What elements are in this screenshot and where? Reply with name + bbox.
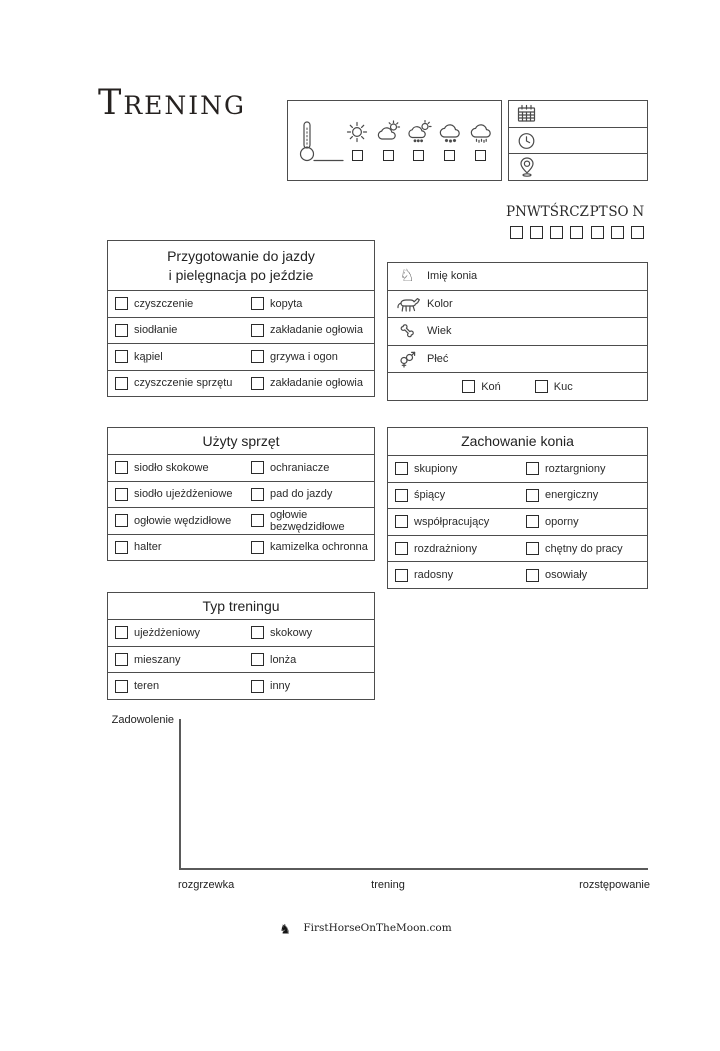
behavior-row-1: skupiony roztargniony: [388, 456, 647, 482]
training-skokowy-checkbox[interactable]: [251, 626, 264, 639]
thermometer-icon: [296, 119, 344, 167]
horse-sex-field[interactable]: Płeć: [388, 345, 647, 373]
brand-text: FirstHorseOnTheMoon.com: [303, 922, 452, 934]
prep-row-4: czyszczenie sprzętu zakładanie ogłowia: [108, 370, 374, 397]
sun-cloud-icon: [375, 119, 401, 145]
sun-rain-icon: [406, 119, 432, 145]
prep-zakladanie-oglowia-2-checkbox[interactable]: [251, 377, 264, 390]
equip-siodlo-skokowe-checkbox[interactable]: [115, 461, 128, 474]
preparation-box: [107, 240, 375, 397]
location-pin-icon: [516, 156, 538, 178]
weekday-label-wt: WT: [526, 204, 550, 220]
weekday-label-sr: ŚR: [549, 204, 570, 220]
location-field[interactable]: [509, 153, 647, 180]
weekday-label-pt: PT: [589, 204, 608, 220]
session-info-box: [508, 100, 648, 181]
weekday-pt-checkbox[interactable]: [591, 226, 604, 239]
equipment-title: Użyty sprzęt: [108, 428, 374, 455]
behavior-rozdrazniony-checkbox[interactable]: [395, 542, 408, 555]
footer: [0, 913, 720, 943]
weekday-so-checkbox[interactable]: [611, 226, 624, 239]
weather-options: [342, 113, 496, 174]
training-row-1: ujeżdżeniowy skokowy: [108, 620, 374, 646]
weekday-label-pn: PN: [506, 204, 527, 220]
sun-icon: [344, 119, 370, 145]
bone-icon: [394, 323, 420, 339]
equip-ochraniacze-checkbox[interactable]: [251, 461, 264, 474]
horse-color-field[interactable]: Kolor: [388, 290, 647, 318]
training-mieszany-checkbox[interactable]: [115, 653, 128, 666]
behavior-row-3: współpracujący oporny: [388, 508, 647, 535]
equip-row-4: halter kamizelka ochronna: [108, 534, 374, 561]
prep-czyszczenie-checkbox[interactable]: [115, 297, 128, 310]
weather-option-rain: [465, 113, 496, 174]
svg-text:♞: ♞: [279, 922, 292, 938]
horse-icon: [394, 295, 420, 313]
equip-pad-checkbox[interactable]: [251, 488, 264, 501]
horse-kuc-checkbox[interactable]: [535, 380, 548, 393]
weather-option-snow: [434, 113, 465, 174]
behavior-row-5: radosny osowiały: [388, 561, 647, 588]
weekday-labels: [506, 204, 648, 220]
horse-info-box: [387, 262, 648, 401]
gender-icon: [394, 350, 420, 368]
weather-sunny-checkbox[interactable]: [352, 150, 363, 161]
chart-tick-rozstepowanie: rozstępowanie: [579, 879, 650, 891]
weekday-checkboxes: [506, 226, 648, 239]
weekday-pn-checkbox[interactable]: [510, 226, 523, 239]
horse-head-icon: ♘: [399, 265, 415, 286]
weekday-sr-checkbox[interactable]: [550, 226, 563, 239]
prep-zakladanie-oglowia-checkbox[interactable]: [251, 324, 264, 337]
equip-oglowie-wedzidlowe-checkbox[interactable]: [115, 514, 128, 527]
training-inny-checkbox[interactable]: [251, 680, 264, 693]
crescent-moon-horse-logo: [268, 913, 298, 943]
weather-sun-rain-checkbox[interactable]: [413, 150, 424, 161]
chart-x-axis: [179, 868, 648, 870]
weekday-wt-checkbox[interactable]: [530, 226, 543, 239]
horse-kon-checkbox[interactable]: [462, 380, 475, 393]
behavior-box: [387, 427, 648, 589]
behavior-wspolpracujacy-checkbox[interactable]: [395, 515, 408, 528]
weekday-label-n: N: [632, 204, 645, 220]
training-row-3: teren inny: [108, 672, 374, 699]
horse-name-field[interactable]: ♘ Imię konia: [388, 263, 647, 290]
weather-snow-checkbox[interactable]: [444, 150, 455, 161]
weather-option-partly-cloudy: [373, 113, 404, 174]
snow-cloud-icon: [437, 119, 463, 145]
training-type-title: Typ treningu: [108, 593, 374, 620]
rain-cloud-icon: [468, 119, 494, 145]
prep-siodlanie-checkbox[interactable]: [115, 324, 128, 337]
date-field[interactable]: [509, 101, 647, 127]
behavior-oporny-checkbox[interactable]: [526, 515, 539, 528]
equip-row-2: siodło ujeżdżeniowe pad do jazdy: [108, 481, 374, 508]
behavior-title: Zachowanie konia: [388, 428, 647, 456]
prep-row-3: kąpiel grzywa i ogon: [108, 343, 374, 370]
prep-kopyta-checkbox[interactable]: [251, 297, 264, 310]
equipment-box: [107, 427, 375, 561]
prep-grzywa-checkbox[interactable]: [251, 350, 264, 363]
weather-option-sunny: [342, 113, 373, 174]
weather-box: [287, 100, 502, 181]
chart-y-axis: [179, 719, 181, 870]
behavior-row-2: śpiący energiczny: [388, 482, 647, 509]
behavior-roztargniony-checkbox[interactable]: [526, 462, 539, 475]
behavior-osowialy-checkbox[interactable]: [526, 569, 539, 582]
equip-row-3: ogłowie wędzidłowe ogłowie bezwędzidłowe: [108, 507, 374, 534]
prep-czyszczenie-sprzetu-checkbox[interactable]: [115, 377, 128, 390]
training-teren-checkbox[interactable]: [115, 680, 128, 693]
equip-oglowie-bezwedzidlowe-checkbox[interactable]: [251, 514, 264, 527]
prep-row-2: siodłanie zakładanie ogłowia: [108, 317, 374, 344]
weekday-label-cz: CZ: [569, 204, 589, 220]
equip-row-1: siodło skokowe ochraniacze: [108, 455, 374, 481]
behavior-row-4: rozdrażniony chętny do pracy: [388, 535, 647, 562]
weather-rain-checkbox[interactable]: [475, 150, 486, 161]
behavior-skupiony-checkbox[interactable]: [395, 462, 408, 475]
preparation-title: Przygotowanie do jazdy i pielęgnacja po jeździe: [108, 241, 374, 291]
chart-tick-rozgrzewka: rozgrzewka: [178, 879, 235, 891]
clock-icon: [516, 131, 538, 151]
training-type-box: [107, 592, 375, 700]
time-field[interactable]: [509, 127, 647, 154]
behavior-radosny-checkbox[interactable]: [395, 569, 408, 582]
equip-kamizelka-checkbox[interactable]: [251, 541, 264, 554]
horse-age-field[interactable]: Wiek: [388, 317, 647, 345]
training-ujezdzeniowy-checkbox[interactable]: [115, 626, 128, 639]
prep-kapiel-checkbox[interactable]: [115, 350, 128, 363]
weather-partly-cloudy-checkbox[interactable]: [383, 150, 394, 161]
horse-type-row: Koń Kuc: [388, 372, 647, 400]
weekday-n-checkbox[interactable]: [631, 226, 644, 239]
calendar-icon: [516, 104, 538, 124]
chart-y-axis-label: Zadowolenie: [111, 714, 174, 726]
behavior-spiacy-checkbox[interactable]: [395, 489, 408, 502]
equip-halter-checkbox[interactable]: [115, 541, 128, 554]
behavior-energiczny-checkbox[interactable]: [526, 489, 539, 502]
training-lonza-checkbox[interactable]: [251, 653, 264, 666]
weekday-label-so: SO: [608, 204, 629, 220]
behavior-chetny-checkbox[interactable]: [526, 542, 539, 555]
page-title: Trening: [98, 83, 247, 123]
training-row-2: mieszany lonża: [108, 646, 374, 673]
equip-siodlo-ujezdzeniowe-checkbox[interactable]: [115, 488, 128, 501]
prep-row-1: czyszczenie kopyta: [108, 291, 374, 317]
weather-option-sun-rain: [404, 113, 435, 174]
weekday-cz-checkbox[interactable]: [570, 226, 583, 239]
chart-tick-trening: trening: [371, 879, 405, 891]
